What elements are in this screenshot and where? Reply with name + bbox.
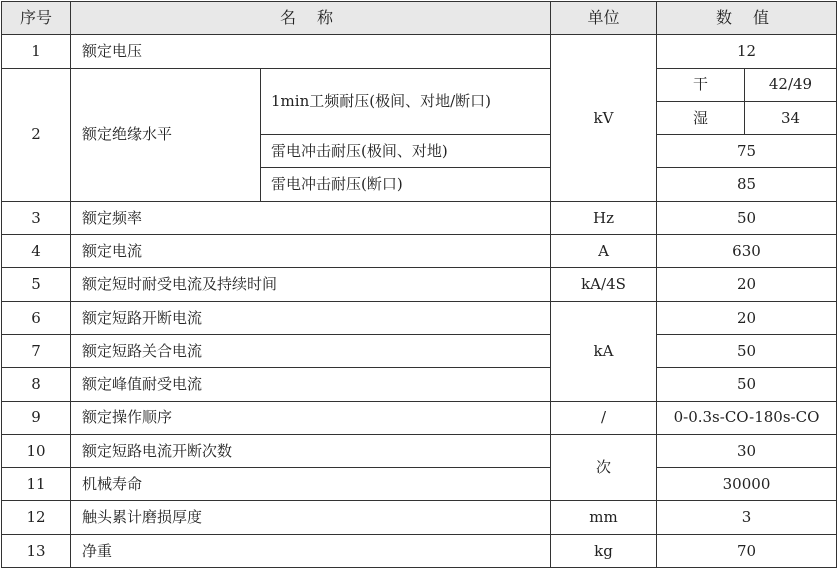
param-name: 额定短路关合电流 bbox=[71, 334, 551, 367]
row-number: 10 bbox=[2, 434, 71, 467]
param-unit: kg bbox=[551, 534, 657, 567]
param-unit: kA/4S bbox=[551, 268, 657, 301]
param-value: 20 bbox=[657, 268, 837, 301]
header-seq: 序号 bbox=[2, 2, 71, 35]
row-number: 6 bbox=[2, 301, 71, 334]
row-number: 12 bbox=[2, 501, 71, 534]
param-value: 42/49 bbox=[745, 68, 837, 101]
table-row bbox=[2, 268, 837, 301]
param-name: 机械寿命 bbox=[71, 468, 551, 501]
param-name: 额定短时耐受电流及持续时间 bbox=[71, 268, 551, 301]
row-number: 5 bbox=[2, 268, 71, 301]
spec-table bbox=[1, 1, 837, 568]
unit-times: 次 bbox=[551, 434, 657, 501]
row-number: 1 bbox=[2, 35, 71, 68]
param-name: 额定电压 bbox=[71, 35, 551, 68]
row-number: 11 bbox=[2, 468, 71, 501]
param-value: 75 bbox=[657, 135, 837, 168]
row-number: 2 bbox=[2, 68, 71, 201]
sub-param-name: 1min工频耐压(极间、对地/断口) bbox=[261, 68, 551, 135]
table-row bbox=[2, 368, 837, 401]
param-value: 85 bbox=[657, 168, 837, 201]
param-value: 30 bbox=[657, 434, 837, 467]
param-value: 12 bbox=[657, 35, 837, 68]
param-value: 50 bbox=[657, 334, 837, 367]
row-number: 4 bbox=[2, 235, 71, 268]
param-name: 额定短路电流开断次数 bbox=[71, 434, 551, 467]
param-unit: Hz bbox=[551, 201, 657, 234]
row-number: 3 bbox=[2, 201, 71, 234]
param-unit: / bbox=[551, 401, 657, 434]
param-unit: A bbox=[551, 235, 657, 268]
param-name: 额定短路开断电流 bbox=[71, 301, 551, 334]
condition-dry: 干 bbox=[657, 68, 745, 101]
param-value: 70 bbox=[657, 534, 837, 567]
header-name: 名 称 bbox=[71, 2, 551, 35]
param-name: 额定峰值耐受电流 bbox=[71, 368, 551, 401]
param-value: 30000 bbox=[657, 468, 837, 501]
param-unit: mm bbox=[551, 501, 657, 534]
table-row bbox=[2, 301, 837, 334]
table-row bbox=[2, 68, 837, 101]
row-number: 7 bbox=[2, 334, 71, 367]
table-row bbox=[2, 468, 837, 501]
table-row bbox=[2, 334, 837, 367]
sub-param-name: 雷电冲击耐压(断口) bbox=[261, 168, 551, 201]
row-number: 9 bbox=[2, 401, 71, 434]
param-value: 50 bbox=[657, 201, 837, 234]
sub-param-name: 雷电冲击耐压(极间、对地) bbox=[261, 135, 551, 168]
table-row bbox=[2, 235, 837, 268]
param-name: 额定绝缘水平 bbox=[71, 68, 261, 201]
row-number: 13 bbox=[2, 534, 71, 567]
table-row bbox=[2, 434, 837, 467]
param-value: 630 bbox=[657, 235, 837, 268]
unit-kv: kV bbox=[551, 35, 657, 201]
header-value: 数 值 bbox=[657, 2, 837, 35]
param-name: 净重 bbox=[71, 534, 551, 567]
param-name: 额定频率 bbox=[71, 201, 551, 234]
param-value: 50 bbox=[657, 368, 837, 401]
header-row bbox=[2, 2, 837, 35]
param-name: 额定操作顺序 bbox=[71, 401, 551, 434]
unit-ka: kA bbox=[551, 301, 657, 401]
table-row bbox=[2, 201, 837, 234]
param-value: 34 bbox=[745, 101, 837, 134]
row-number: 8 bbox=[2, 368, 71, 401]
param-value: 20 bbox=[657, 301, 837, 334]
table-row bbox=[2, 401, 837, 434]
condition-wet: 湿 bbox=[657, 101, 745, 134]
table-row bbox=[2, 35, 837, 68]
header-unit: 单位 bbox=[551, 2, 657, 35]
param-value: 3 bbox=[657, 501, 837, 534]
table-row bbox=[2, 534, 837, 567]
table-row bbox=[2, 501, 837, 534]
param-value: 0-0.3s-CO-180s-CO bbox=[657, 401, 837, 434]
param-name: 额定电流 bbox=[71, 235, 551, 268]
param-name: 触头累计磨损厚度 bbox=[71, 501, 551, 534]
